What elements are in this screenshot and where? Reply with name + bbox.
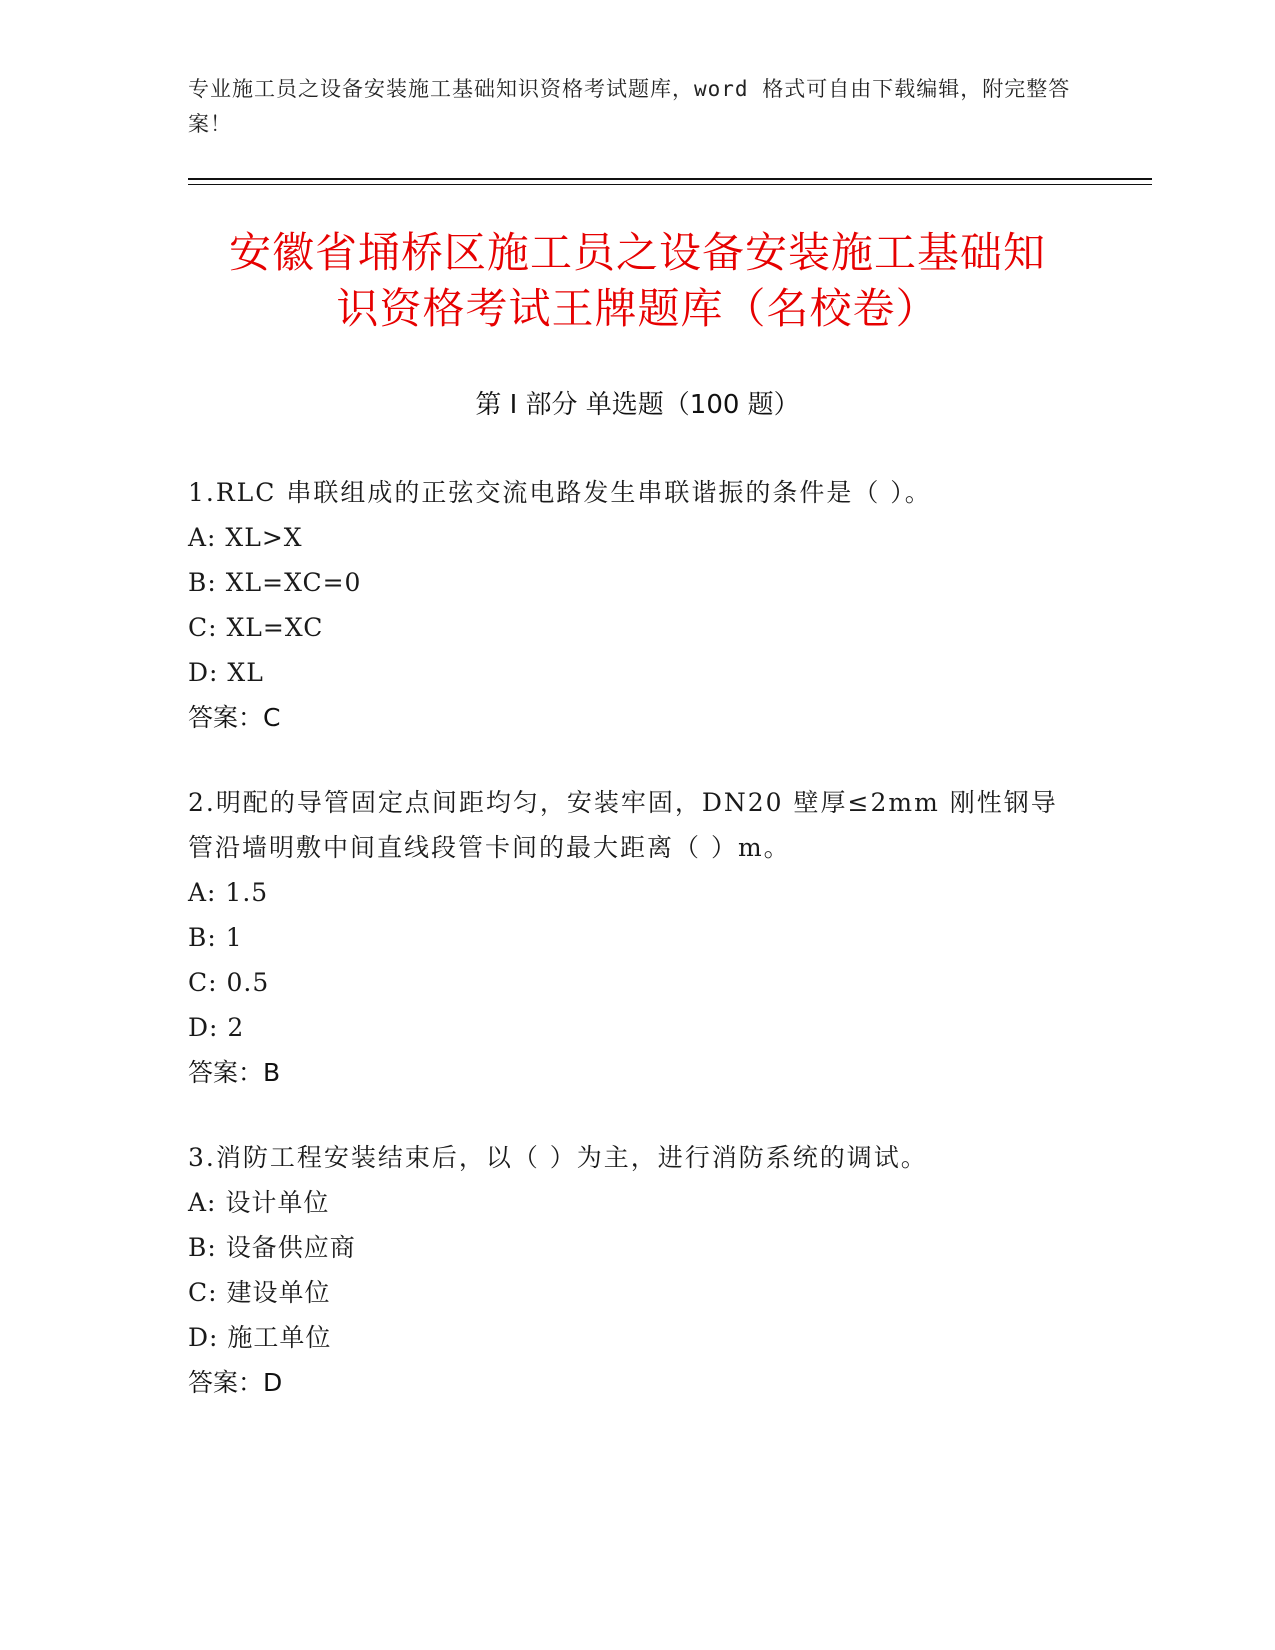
- option-b: B: XL=XC=0: [188, 568, 362, 597]
- option-c: C: XL=XC: [188, 613, 324, 642]
- header-divider-thin: [188, 184, 1152, 185]
- answer-label: 答案：B: [188, 1058, 281, 1087]
- question-list: [188, 470, 1068, 1445]
- answer-label: 答案：D: [188, 1368, 283, 1397]
- option-b: B: 1: [188, 923, 243, 952]
- option-c: C: 0.5: [188, 968, 270, 997]
- option-c: C: 建设单位: [188, 1278, 331, 1307]
- document-title-line-1: 安徽省埇桥区施工员之设备安装施工基础知: [228, 228, 1046, 277]
- header-note: 专业施工员之设备安装施工基础知识资格考试题库，word 格式可自由下载编辑，附完整答案！: [188, 77, 1071, 136]
- option-b: B: 设备供应商: [188, 1233, 356, 1262]
- option-d: D: XL: [188, 658, 264, 687]
- question-stem: 2.明配的导管固定点间距均匀，安装牢固，DN20 壁厚≤2mm 刚性钢导管沿墙明敷中间直线段管卡间的最大距离（ ）m。: [188, 788, 1058, 862]
- question-stem: 1.RLC 串联组成的正弦交流电路发生串联谐振的条件是（ ）。: [188, 478, 932, 507]
- answer-label: 答案：C: [188, 703, 281, 732]
- question-stem: 3.消防工程安装结束后，以（ ）为主，进行消防系统的调试。: [188, 1143, 928, 1172]
- document-title: [150, 225, 1125, 337]
- header-divider-thick: [188, 178, 1152, 180]
- question-item: [188, 780, 1068, 1095]
- question-item: [188, 1135, 1068, 1405]
- section-heading: 第 I 部分 单选题（100 题）: [475, 390, 800, 420]
- document-title-line-2: 识资格考试王牌题库（名校卷）: [336, 284, 939, 333]
- option-d: D: 2: [188, 1013, 245, 1042]
- option-d: D: 施工单位: [188, 1323, 332, 1352]
- option-a: A: XL>X: [188, 523, 303, 552]
- option-a: A: 设计单位: [188, 1188, 330, 1217]
- option-a: A: 1.5: [188, 878, 269, 907]
- question-item: [188, 470, 1068, 740]
